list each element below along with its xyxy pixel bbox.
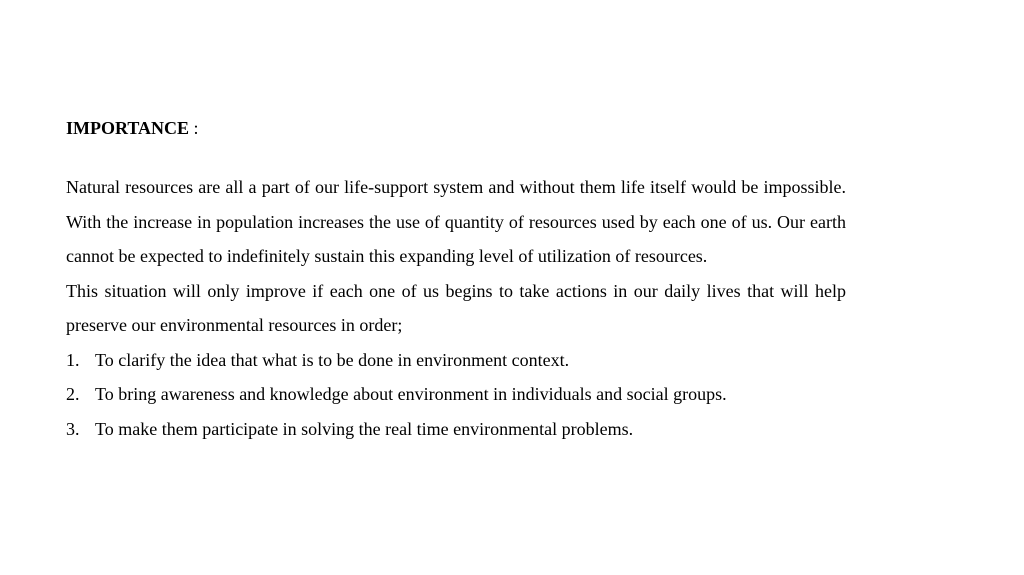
list-item (66, 343, 846, 378)
list-item-number: 3. (66, 418, 80, 439)
spacer (66, 144, 846, 170)
list-item (66, 377, 846, 412)
slide-content (66, 112, 846, 446)
section-heading (66, 112, 846, 144)
list-item-number: 1. (66, 349, 80, 370)
list-item (66, 412, 846, 447)
paragraph-situation: This situation will only improve if each one of us begins to take actions in our daily lives that will help preserve our environmental resources in order; (66, 280, 846, 335)
paragraph-natural-resources: Natural resources are all a part of our life-support system and without them life itself would be impossible. With the increase in population increases the use of quantity of resources used by each one of us. Our earth cannot be expected to indefinitely sustain this expanding level of utilization of resources. (66, 177, 846, 266)
list-item-text: To make them participate in solving the real time environmental problems. (95, 418, 634, 439)
heading-title: IMPORTANCE (66, 118, 190, 138)
objectives-list (66, 343, 846, 447)
list-item-number: 2. (66, 384, 80, 404)
list-item-text: To clarify the idea that what is to be done in environment context. (95, 349, 570, 370)
list-item-text: To bring awareness and knowledge about environment in individuals and social groups. (95, 384, 727, 404)
heading-suffix: : (189, 118, 199, 138)
